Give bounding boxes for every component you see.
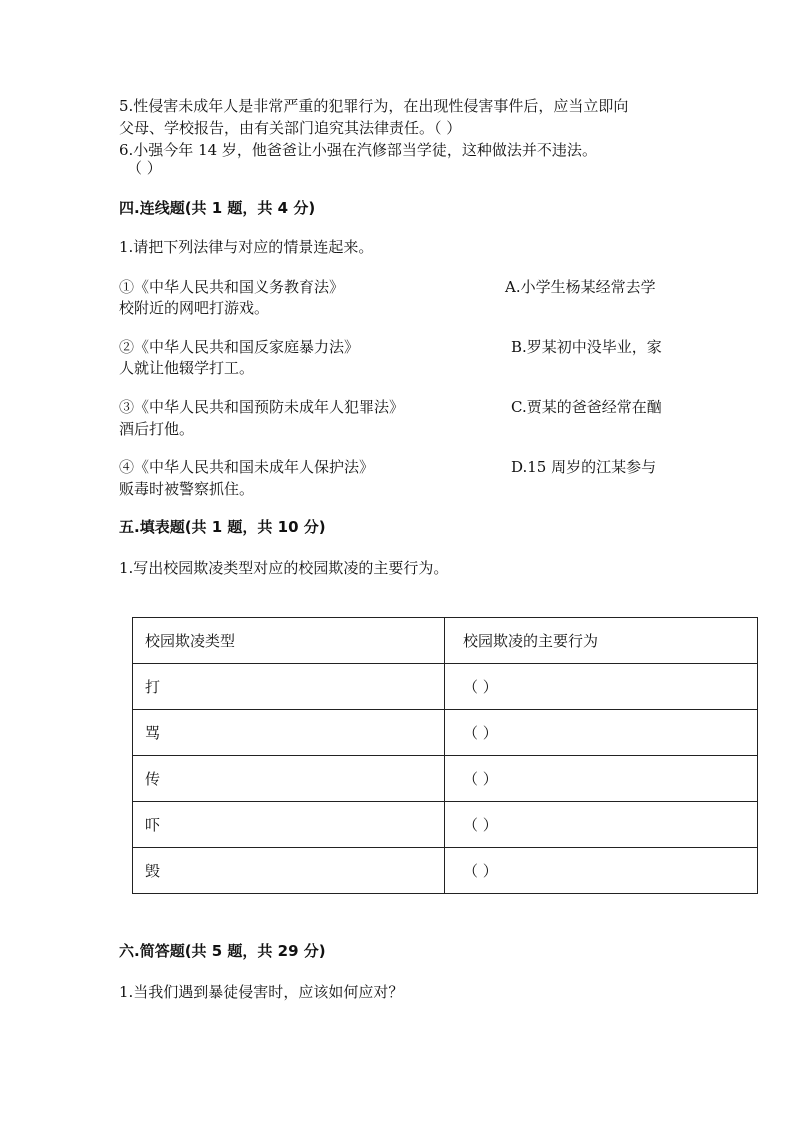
q6-line1: 6.小强今年 14 岁，他爸爸让小强在汽修部当学徒，这种做法并不违法。	[119, 141, 597, 159]
table-row	[133, 710, 758, 756]
table-cell-blank[interactable]: （ ）	[445, 802, 758, 848]
table-row	[133, 802, 758, 848]
match-left-1: ①《中华人民共和国义务教育法》	[119, 278, 345, 296]
match-cont-4: 贩毒时被警察抓住。	[119, 480, 255, 498]
match-left-2: ②《中华人民共和国反家庭暴力法》	[119, 338, 360, 356]
table-cell-type: 吓	[133, 802, 445, 848]
table-cell-blank[interactable]: （ ）	[445, 710, 758, 756]
match-cont-2: 人就让他辍学打工。	[119, 359, 255, 377]
table-cell-blank[interactable]: （ ）	[445, 756, 758, 802]
table-cell-type: 毁	[133, 848, 445, 894]
match-right-1: A.小学生杨某经常去学	[505, 278, 656, 296]
section6-title: 六.简答题(共 5 题，共 29 分)	[119, 942, 326, 960]
section5-title: 五.填表题(共 1 题，共 10 分)	[119, 518, 326, 536]
match-right-2: B.罗某初中没毕业，家	[511, 338, 662, 356]
section4-question: 1.请把下列法律与对应的情景连起来。	[119, 238, 374, 256]
section4-title: 四.连线题(共 1 题，共 4 分)	[119, 199, 316, 217]
match-cont-1: 校附近的网吧打游戏。	[119, 299, 270, 317]
table-cell-type: 骂	[133, 710, 445, 756]
q5-line2: 父母、学校报告，由有关部门追究其法律责任。（ ）	[119, 119, 462, 137]
q5-line1: 5.性侵害未成年人是非常严重的犯罪行为，在出现性侵害事件后，应当立即向	[119, 97, 629, 115]
bullying-table	[132, 617, 758, 894]
match-right-3: C.贾某的爸爸经常在酗	[511, 398, 662, 416]
match-left-3: ③《中华人民共和国预防未成年人犯罪法》	[119, 398, 405, 416]
table-cell-type: 传	[133, 756, 445, 802]
match-cont-3: 酒后打他。	[119, 420, 195, 438]
q6-line2: （ ）	[127, 159, 162, 177]
match-right-4: D.15 周岁的江某参与	[511, 458, 657, 476]
table-cell-type: 打	[133, 664, 445, 710]
table-header: 校园欺凌的主要行为	[445, 618, 758, 664]
table-header-row	[133, 618, 758, 664]
table-header: 校园欺凌类型	[133, 618, 445, 664]
section6-question: 1.当我们遇到暴徒侵害时，应该如何应对？	[119, 983, 404, 1001]
section5-question: 1.写出校园欺凌类型对应的校园欺凌的主要行为。	[119, 559, 449, 577]
match-left-4: ④《中华人民共和国未成年人保护法》	[119, 458, 375, 476]
table-cell-blank[interactable]: （ ）	[445, 848, 758, 894]
table-row	[133, 664, 758, 710]
table-row	[133, 848, 758, 894]
table-cell-blank[interactable]: （ ）	[445, 664, 758, 710]
table-row	[133, 756, 758, 802]
